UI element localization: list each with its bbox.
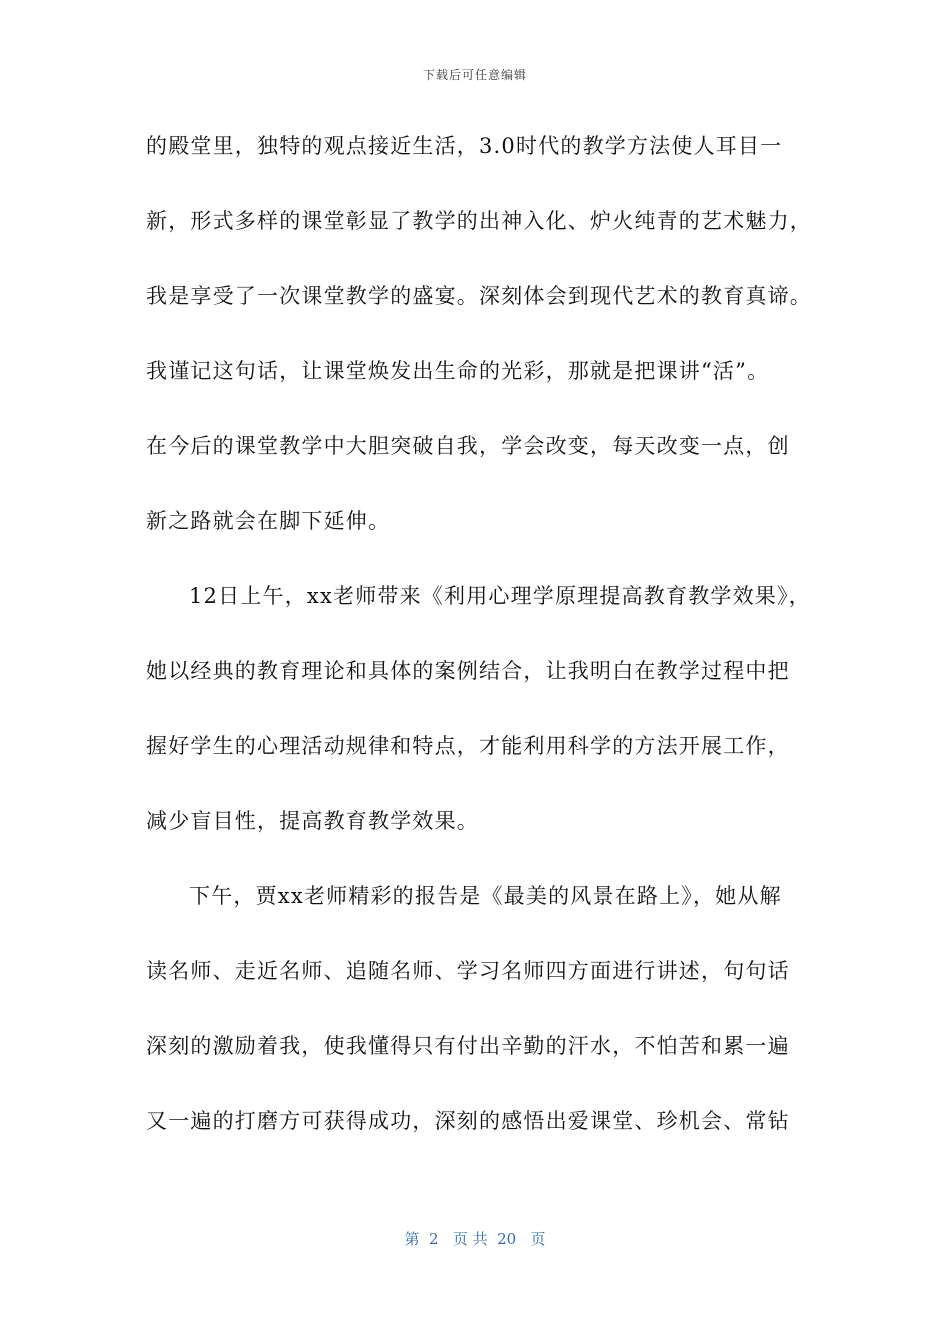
text-line-3: 我是享受了一次课堂教学的盛宴。深刻体会到现代艺术的教育真谛。 bbox=[146, 284, 812, 308]
text-line-5: 在今后的课堂教学中大胆突破自我，学会改变，每天改变一点，创 bbox=[146, 434, 790, 458]
text-line-7: 12日上午，xx老师带来《利用心理学原理提高教育教学效果》， bbox=[189, 584, 811, 608]
text-line-11: 下午，贾xx老师精彩的报告是《最美的风景在路上》，她从解 bbox=[189, 884, 782, 908]
page-number-footer: 第 2 页 共 20 页 bbox=[404, 1230, 546, 1248]
text-line-6: 新之路就会在脚下延伸。 bbox=[146, 509, 391, 533]
text-line-2: 新，形式多样的课堂彰显了教学的出神入化、炉火纯青的艺术魅力， bbox=[146, 209, 812, 233]
text-line-4: 我谨记这句话，让课堂焕发出生命的光彩，那就是把课讲“活”。 bbox=[146, 359, 770, 383]
header-note: 下载后可任意编辑 bbox=[422, 68, 527, 82]
text-line-14: 又一遍的打磨方可获得成功，深刻的感悟出爱课堂、珍机会、常钻 bbox=[146, 1109, 790, 1133]
text-line-9: 握好学生的心理活动规律和特点，才能利用科学的方法开展工作， bbox=[146, 734, 790, 758]
text-line-1: 的殿堂里，独特的观点接近生活，3.0时代的教学方法使人耳目一 bbox=[146, 134, 783, 158]
text-line-8: 她以经典的教育理论和具体的案例结合，让我明白在教学过程中把 bbox=[146, 659, 790, 683]
text-line-13: 深刻的激励着我，使我懂得只有付出辛勤的汗水，不怕苦和累一遍 bbox=[146, 1034, 790, 1058]
text-line-10: 减少盲目性，提高教育教学效果。 bbox=[146, 809, 479, 833]
body-text bbox=[146, 124, 816, 1174]
text-line-12: 读名师、走近名师、追随名师、学习名师四方面进行讲述，句句话 bbox=[146, 959, 790, 983]
